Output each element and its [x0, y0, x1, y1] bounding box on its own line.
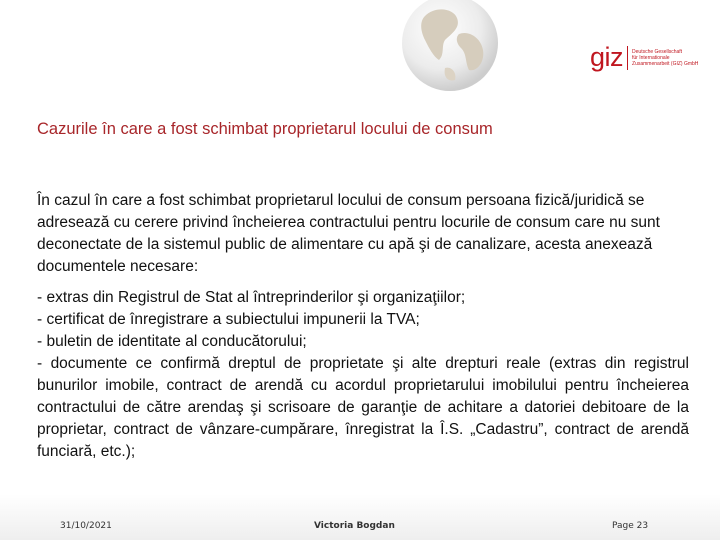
footer-author: Victoria Bogdan — [314, 521, 395, 531]
slide-title: Cazurile în care a fost schimbat proprietarul locului de consum — [37, 120, 493, 138]
footer-page-number: Page 23 — [612, 521, 649, 531]
list-item: - buletin de identitate al conducătorului; — [37, 333, 307, 350]
logo-line: Zusammenarbeit (GIZ) GmbH — [632, 60, 699, 67]
footer-date: 31/10/2021 — [60, 521, 112, 531]
logo-text — [632, 49, 698, 67]
footer-band — [0, 494, 720, 540]
document-list — [37, 287, 689, 463]
logo-divider — [627, 46, 628, 70]
intro-paragraph: În cazul în care a fost schimbat proprietarul locului de consum persoana fizică/juridică se adresează cu cerere privind încheierea contractului pentru locurile de consum care nu sunt deconectate de la sistemul public de alimentare cu apă şi de canalizare, acesta anexează documentele necesare: — [37, 192, 660, 275]
list-item: - certificat de înregistrare a subiectului impunerii la TVA; — [37, 311, 420, 328]
logo-mark: giz — [590, 42, 624, 72]
globe-icon — [395, 0, 505, 98]
logo-line: Deutsche Gesellschaft — [632, 48, 683, 55]
giz-logo — [590, 44, 698, 71]
logo-line: für Internationale — [632, 54, 670, 61]
list-item: - documente ce confirmă dreptul de proprietate şi alte drepturi reale (extras din registrul bunurilor imobile, contract de arendă cu acordul proprietarului imobilului pentru încheierea contractului de către arendaş şi scrisoare de garanţie de achitare a datoriei debitoare de la proprietar, contract de vânzare-cumpărare, înregistrat la Î.S. „Cadastru”, contract de arendă funciară, etc.); — [37, 355, 689, 460]
list-item: - extras din Registrul de Stat al întreprinderilor şi organizaţiilor; — [37, 289, 466, 306]
